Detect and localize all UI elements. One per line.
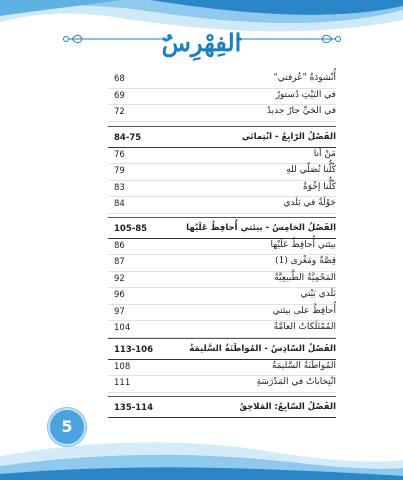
toc-item-title: كُلُّنا إخْوَةٌ bbox=[302, 181, 336, 192]
toc-item-title: في الحَيِّ جارٌ جديدٌ bbox=[266, 106, 336, 116]
toc-item-title: بَلَدي بَيْتي bbox=[300, 289, 336, 299]
toc-item-title: مَنْ أنا bbox=[313, 148, 336, 159]
toc-item-title: قِصَّةٌ ومَغْزى (1) bbox=[275, 256, 336, 266]
toc-chapter-heading[interactable] bbox=[108, 343, 336, 360]
toc-row[interactable] bbox=[108, 321, 336, 338]
toc-chapter-heading[interactable] bbox=[108, 222, 336, 239]
toc-item-page: 111 bbox=[114, 378, 131, 388]
toc-item-page: 108 bbox=[114, 361, 131, 372]
toc-item-page: 86 bbox=[114, 240, 125, 251]
toc-item-page: 104 bbox=[114, 323, 131, 333]
toc-item-page: 72 bbox=[114, 107, 125, 117]
toc-item-page: 97 bbox=[114, 306, 125, 317]
chapter-title: الفَصْلُ الخامِسُ - بيئتي أُحافِظُ عَلَيْها bbox=[186, 223, 336, 233]
toc-item-page: 84 bbox=[114, 199, 125, 209]
toc-item-page: 79 bbox=[114, 166, 125, 176]
toc-item-title: المَحْمِيَّةُ الطَّبيعِيَّةُ bbox=[274, 272, 336, 283]
toc-chapter-heading[interactable] bbox=[108, 131, 336, 148]
toc-row[interactable] bbox=[108, 255, 336, 272]
toc-item-page: 87 bbox=[114, 257, 125, 267]
chapter-page-range: 105-85 bbox=[114, 224, 148, 234]
toc-section-2 bbox=[108, 131, 336, 214]
toc-row[interactable] bbox=[108, 376, 336, 393]
chapter-title: الفَصْلُ الرّابِعُ - انْتِمائي bbox=[241, 132, 336, 142]
toc-item-title: جَوْلَةٌ في بَلَدي bbox=[283, 198, 336, 208]
toc-row[interactable] bbox=[108, 89, 336, 106]
toc-item-title: أُنْشودَةُ "عُرفتي" bbox=[273, 73, 336, 83]
title-row bbox=[0, 22, 403, 62]
toc-item-page: 83 bbox=[114, 182, 125, 193]
toc-section-5 bbox=[108, 401, 336, 418]
toc-item-page: 96 bbox=[114, 290, 125, 300]
toc-row[interactable] bbox=[108, 288, 336, 305]
toc-row[interactable] bbox=[108, 272, 336, 289]
toc-row[interactable] bbox=[108, 305, 336, 322]
toc-row[interactable] bbox=[108, 164, 336, 181]
toc-item-title: بيئتي أُحافِظُ عَلَيْها bbox=[270, 239, 336, 250]
toc-item-title: المُواطَنَةُ السَّليمَةُ bbox=[271, 360, 336, 371]
section-divider bbox=[108, 396, 336, 397]
toc-row[interactable] bbox=[108, 197, 336, 214]
toc-item-title: كُلُّنا نُصَلّي للهِ bbox=[286, 165, 336, 175]
chapter-page-range: 113-106 bbox=[114, 345, 154, 355]
toc-item-title: المُمْتَلَكاتُ العامَّةُ bbox=[273, 322, 336, 332]
section-divider bbox=[108, 126, 336, 127]
toc-row[interactable] bbox=[108, 181, 336, 198]
toc-item-title: في البَيْتِ دُستورٌ bbox=[275, 89, 336, 100]
chapter-title: الفَصْلُ السّابِعُ: المَلاحِقُ bbox=[239, 402, 336, 412]
toc-row[interactable] bbox=[108, 148, 336, 165]
toc-section-3 bbox=[108, 222, 336, 338]
toc-item-title: أُحافِظُ على بيئتي bbox=[272, 305, 336, 316]
toc-item-page: 69 bbox=[114, 90, 125, 101]
toc-row[interactable] bbox=[108, 72, 336, 89]
chapter-page-range: 84-75 bbox=[114, 133, 142, 143]
toc-row[interactable] bbox=[108, 360, 336, 377]
toc-item-page: 92 bbox=[114, 273, 125, 284]
toc-item-title: انْتِخاباتٌ في المَدْرَسَةِ bbox=[256, 377, 336, 387]
toc-item-page: 76 bbox=[114, 149, 125, 160]
chapter-title: الفَصْلُ السّادِسُ - المُواطَنَةُ السَّليمَةُ bbox=[189, 344, 336, 354]
toc-chapter-heading[interactable] bbox=[108, 401, 336, 418]
chapter-page-range: 135-114 bbox=[114, 403, 154, 413]
page-title: الفِهْرِسُ bbox=[161, 28, 242, 57]
toc-section-1 bbox=[108, 72, 336, 122]
toc-row[interactable] bbox=[108, 105, 336, 122]
toc-item-page: 68 bbox=[114, 74, 125, 84]
page-number-badge: 5 bbox=[48, 408, 86, 446]
section-divider bbox=[108, 217, 336, 218]
toc-section-4 bbox=[108, 343, 336, 393]
section-divider bbox=[108, 338, 336, 339]
toc-row[interactable] bbox=[108, 239, 336, 256]
